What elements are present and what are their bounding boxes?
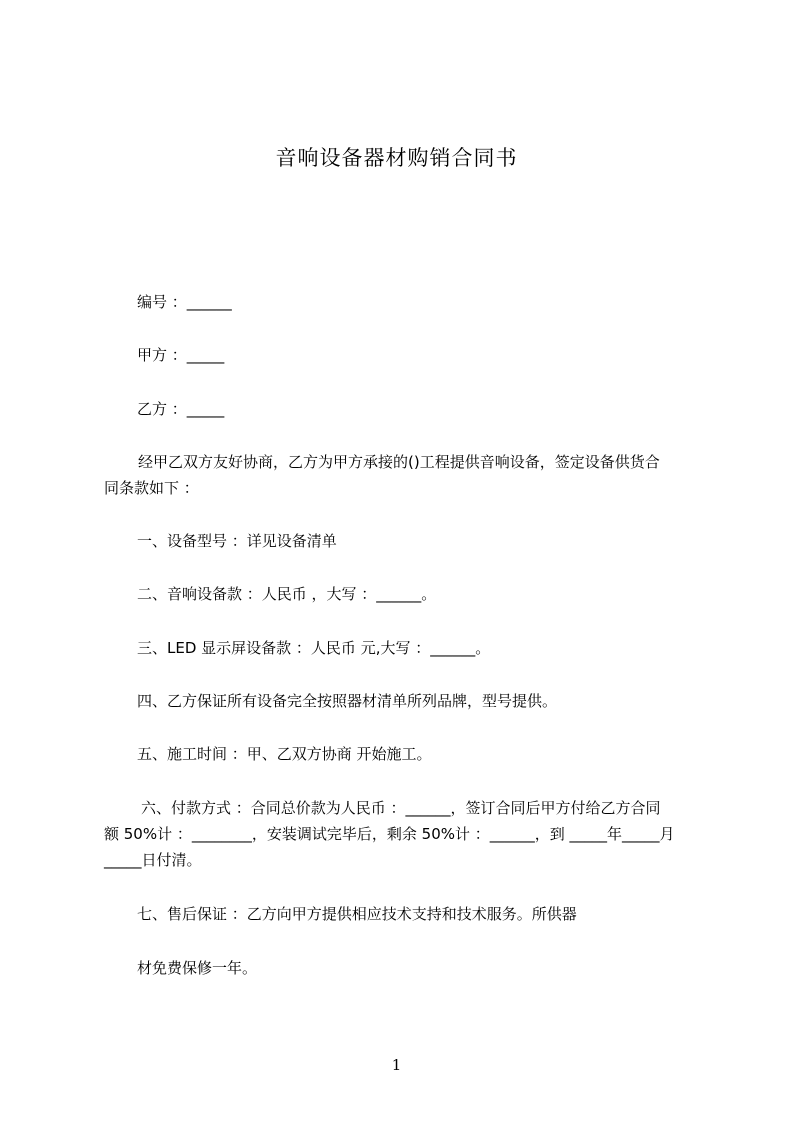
clause-6-line-1: 六、付款方式 ：合同总价款为人民币 ：______，签订合同后甲方付给乙方合同 [141, 799, 661, 817]
intro-line-2: 同条款如下 ： [104, 479, 199, 497]
document-title: 音响设备器材购销合同书 [275, 146, 518, 170]
clause-1: 一、设备型号 ：详见设备清单 [137, 532, 337, 550]
page-number: 1 [391, 1056, 402, 1074]
field-party-b: 乙方 ：_____ [137, 400, 225, 418]
clause-7-line-2: 材免费保修一年。 [137, 959, 258, 977]
field-party-a: 甲方 ：_____ [137, 346, 225, 364]
clause-5: 五、施工时间 ：甲、乙双方协商 开始施工。 [137, 745, 432, 763]
field-number: 编号 ：______ [137, 293, 232, 311]
clause-2: 二、音响设备款 ：人民币 ，大写 ：______。 [137, 585, 437, 603]
intro-paragraph [104, 449, 704, 501]
intro-line-1: 经甲乙双方友好协商，乙方为甲方承接的()工程提供音响设备，签定设备供货合 [138, 453, 660, 471]
clause-6-line-3: _____日付清。 [104, 851, 202, 869]
clause-6 [104, 795, 704, 873]
clause-7-line-1: 七、售后保证 ：乙方向甲方提供相应技术支持和技术服务。所供器 [137, 905, 577, 923]
clause-3: 三、LED 显示屏设备款 ：人民币 元,大写 ：______。 [137, 639, 491, 657]
clause-6-line-2: 额 50%计 ：________，安装调试完毕后，剩余 50%计 ：______，到 _____年_____月 [104, 825, 675, 843]
clause-4: 四、乙方保证所有设备完全按照器材清单所列品牌，型号提供。 [137, 692, 558, 710]
